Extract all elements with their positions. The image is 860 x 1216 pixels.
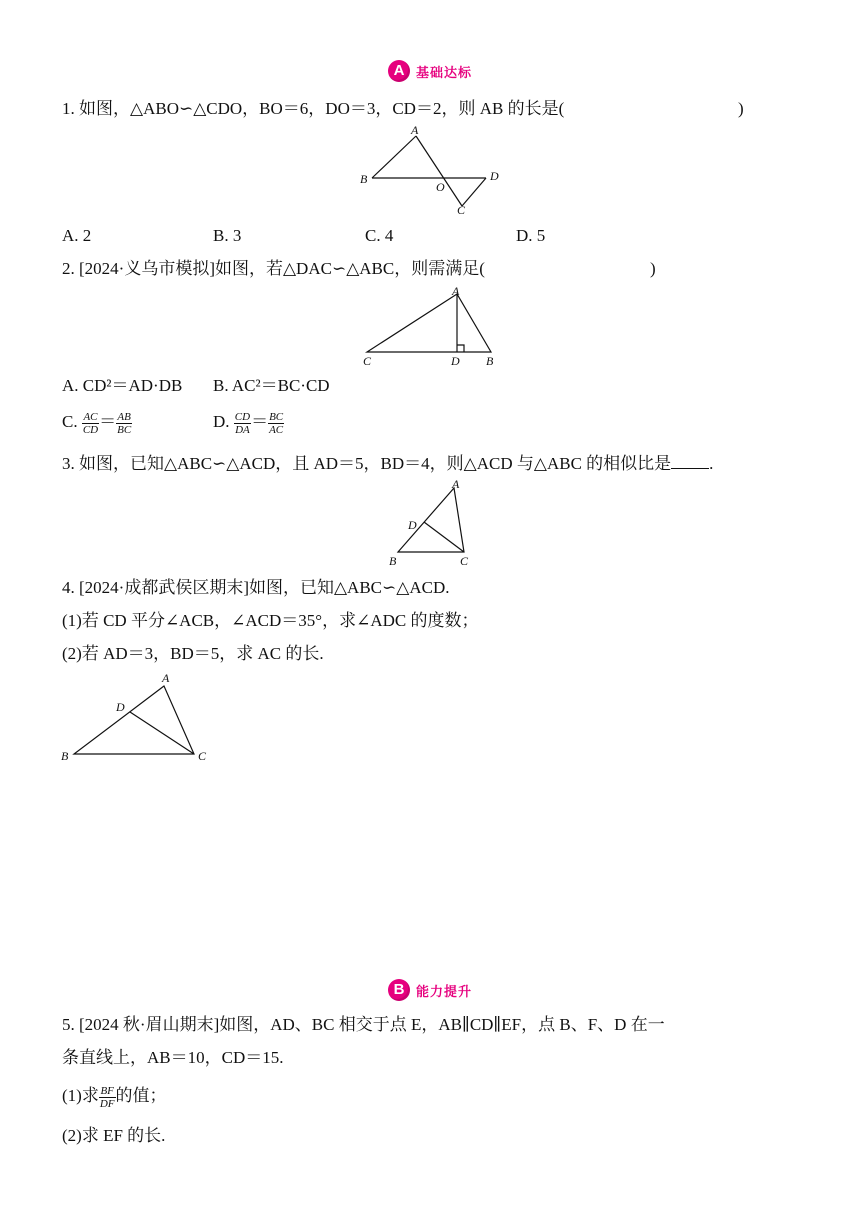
q2-label-d: D [451,354,460,368]
q2-stem: 2. [2024·义乌市模拟]如图，若△DAC∽△ABC，则需满足( [62,259,485,278]
frac-numerator: AB [117,410,131,423]
frac-denominator: DA [235,423,250,436]
q5-part-1-prefix: (1)求 [62,1086,99,1105]
frac-denominator: AC [269,423,284,436]
q3-label-b: B [389,554,397,568]
q2-option-d-frac-2 [268,411,284,436]
q1-label-b: B [360,172,368,186]
q2-option-c-label: C. [62,412,78,431]
q1-stem-math: △ABO∽△CDO，BO＝6，DO＝3，CD＝2，则 AB 的长是( [130,99,565,118]
q1-stem-close: ) [738,99,744,118]
section-a-header [0,60,860,82]
frac-numerator: BF [100,1084,114,1097]
q2-option-c-frac-2 [116,411,132,436]
q3-stem [62,452,713,476]
q3-label-d: D [408,518,417,532]
q1-option-c: C. 4 [365,226,394,245]
q4-part-2: (2)若 AD＝3，BD＝5，求 AC 的长. [62,644,324,663]
q1-option-a: A. 2 [62,226,92,245]
q2-option-b: B. AC²＝BC·CD [213,376,330,395]
equals-sign: ＝ [99,412,117,431]
q1-label-d: D [490,169,499,183]
frac-denominator: DF [99,1097,115,1110]
frac-denominator: CD [82,423,99,436]
q3-label-c: C [460,554,469,568]
q5-line-1: 5. [2024 秋·眉山期末]如图，AD、BC 相交于点 E，AB∥CD∥EF，点 B、F、D 在一 [62,1015,665,1034]
q1-line-ac [416,136,462,206]
q3-line-dc [424,522,464,552]
q5-part-1-suffix: 的值； [115,1086,167,1105]
q2-label-c: C [363,354,372,368]
q2-triangle-abc [367,294,491,352]
q4-label-d: D [116,700,125,714]
q1-line-dc [462,178,486,206]
q3-label-a: A [452,477,460,491]
q1-line-ab [372,136,416,178]
q3-stem-end: . [709,454,714,473]
q2-option-d [213,410,284,436]
q4-stem: 4. [2024·成都武侯区期末]如图，已知△ABC∽△ACD. [62,578,450,597]
frac-numerator: AC [83,410,98,423]
q5-line-2: 条直线上，AB＝10，CD＝15. [62,1048,284,1067]
q4-label-b: B [61,749,69,763]
section-a-title: 基础达标 [415,65,472,81]
q5-part-1 [62,1084,167,1110]
q1-label-c: C [457,203,466,217]
equals-sign: ＝ [251,412,269,431]
q1-label-o: O [436,180,445,194]
q2-option-c-frac-1 [82,411,99,436]
q3-stem-text: 3. 如图，已知△ABC∽△ACD，且 AD＝5，BD＝4，则△ACD 与△ABC 的相似比是 [62,454,672,473]
q1-option-b: B. 3 [213,226,242,245]
frac-denominator: BC [117,423,132,436]
q2-option-a: A. CD²＝AD·DB [62,376,183,395]
q3-answer-blank [671,452,709,469]
q1-figure [350,122,510,218]
q1-label-a: A [411,123,419,137]
q2-option-d-frac-1 [234,411,251,436]
q4-part-1: (1)若 CD 平分∠ACB，∠ACD＝35°，求∠ADC 的度数； [62,611,479,630]
q4-label-c: C [198,749,207,763]
section-b-title: 能力提升 [415,984,472,1000]
q4-figure [54,668,224,768]
q2-figure [355,282,505,370]
q2-label-b: B [486,354,494,368]
q1-option-d: D. 5 [516,226,546,245]
q2-option-c [62,410,132,436]
q1-stem [62,97,564,121]
q2-right-angle-mark [457,345,464,352]
q4-label-a: A [162,671,170,685]
q2-label-a: A [452,284,460,298]
section-b-badge: B [388,979,410,1001]
q5-part-1-frac [99,1085,116,1110]
section-b-header [0,979,860,1001]
section-a-badge: A [388,60,410,82]
q1-stem-prefix: 1. 如图， [62,99,130,118]
q2-stem-close: ) [650,259,656,278]
q5-part-2: (2)求 EF 的长. [62,1126,166,1145]
q3-figure [382,476,482,570]
q2-option-d-label: D. [213,412,230,431]
q4-triangle-abc [74,686,194,754]
frac-numerator: CD [234,410,251,423]
frac-numerator: BC [269,410,284,423]
